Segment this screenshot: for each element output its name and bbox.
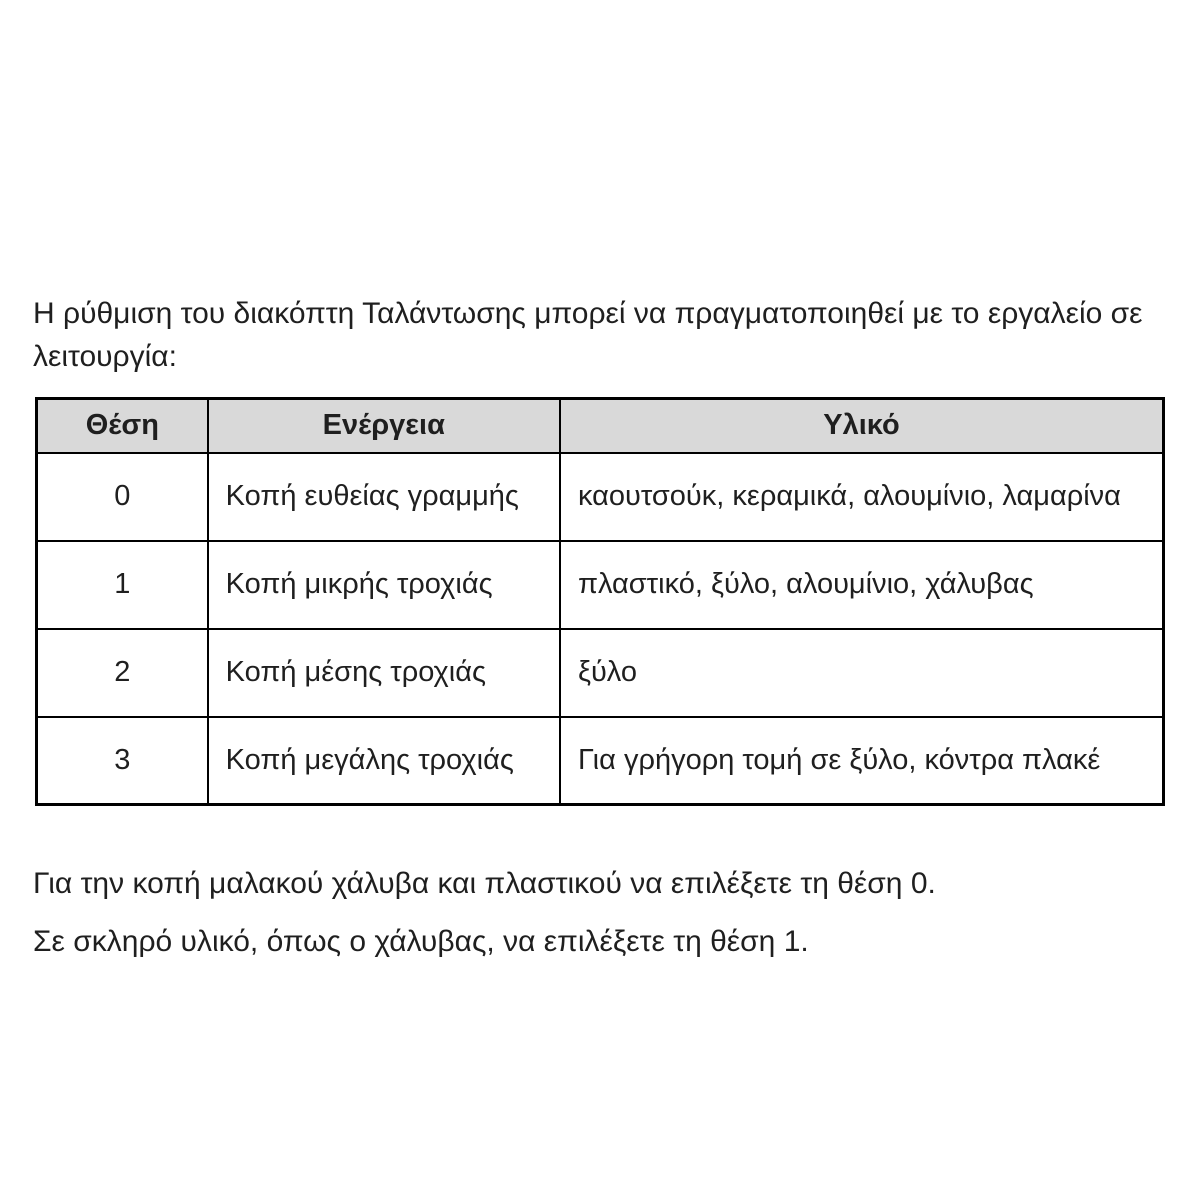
intro-paragraph: Η ρύθμιση του διακόπτη Ταλάντωσης μπορεί να πραγματοποιηθεί με το εργαλείο σε λειτουργία: xyxy=(33,297,1143,373)
column-header-material: Υλικό xyxy=(560,399,1164,453)
cell-action: Κοπή ευθείας γραμμής xyxy=(208,453,560,541)
note-position-0: Για την κοπή μαλακού χάλυβα και πλαστικού να επιλέξετε τη θέση 0. xyxy=(33,867,936,900)
table-row xyxy=(37,629,1164,717)
note-position-1: Σε σκληρό υλικό, όπως ο χάλυβας, να επιλέξετε τη θέση 1. xyxy=(33,925,809,958)
cell-material: ξύλο xyxy=(560,629,1164,717)
table-row xyxy=(37,541,1164,629)
cell-position: 2 xyxy=(37,629,208,717)
cell-material: καουτσούκ, κεραμικά, αλουμίνιο, λαμαρίνα xyxy=(560,453,1164,541)
table-row xyxy=(37,717,1164,805)
table-row xyxy=(37,453,1164,541)
cell-action: Κοπή μικρής τροχιάς xyxy=(208,541,560,629)
oscillation-settings-table xyxy=(35,397,1165,806)
cell-position: 1 xyxy=(37,541,208,629)
column-header-action: Ενέργεια xyxy=(208,399,560,453)
table-header-row xyxy=(37,399,1164,453)
cell-action: Κοπή μέσης τροχιάς xyxy=(208,629,560,717)
cell-material: πλαστικό, ξύλο, αλουμίνιο, χάλυβας xyxy=(560,541,1164,629)
cell-material: Για γρήγορη τομή σε ξύλο, κόντρα πλακέ xyxy=(560,717,1164,805)
column-header-position: Θέση xyxy=(37,399,208,453)
cell-action: Κοπή μεγάλης τροχιάς xyxy=(208,717,560,805)
cell-position: 3 xyxy=(37,717,208,805)
cell-position: 0 xyxy=(37,453,208,541)
